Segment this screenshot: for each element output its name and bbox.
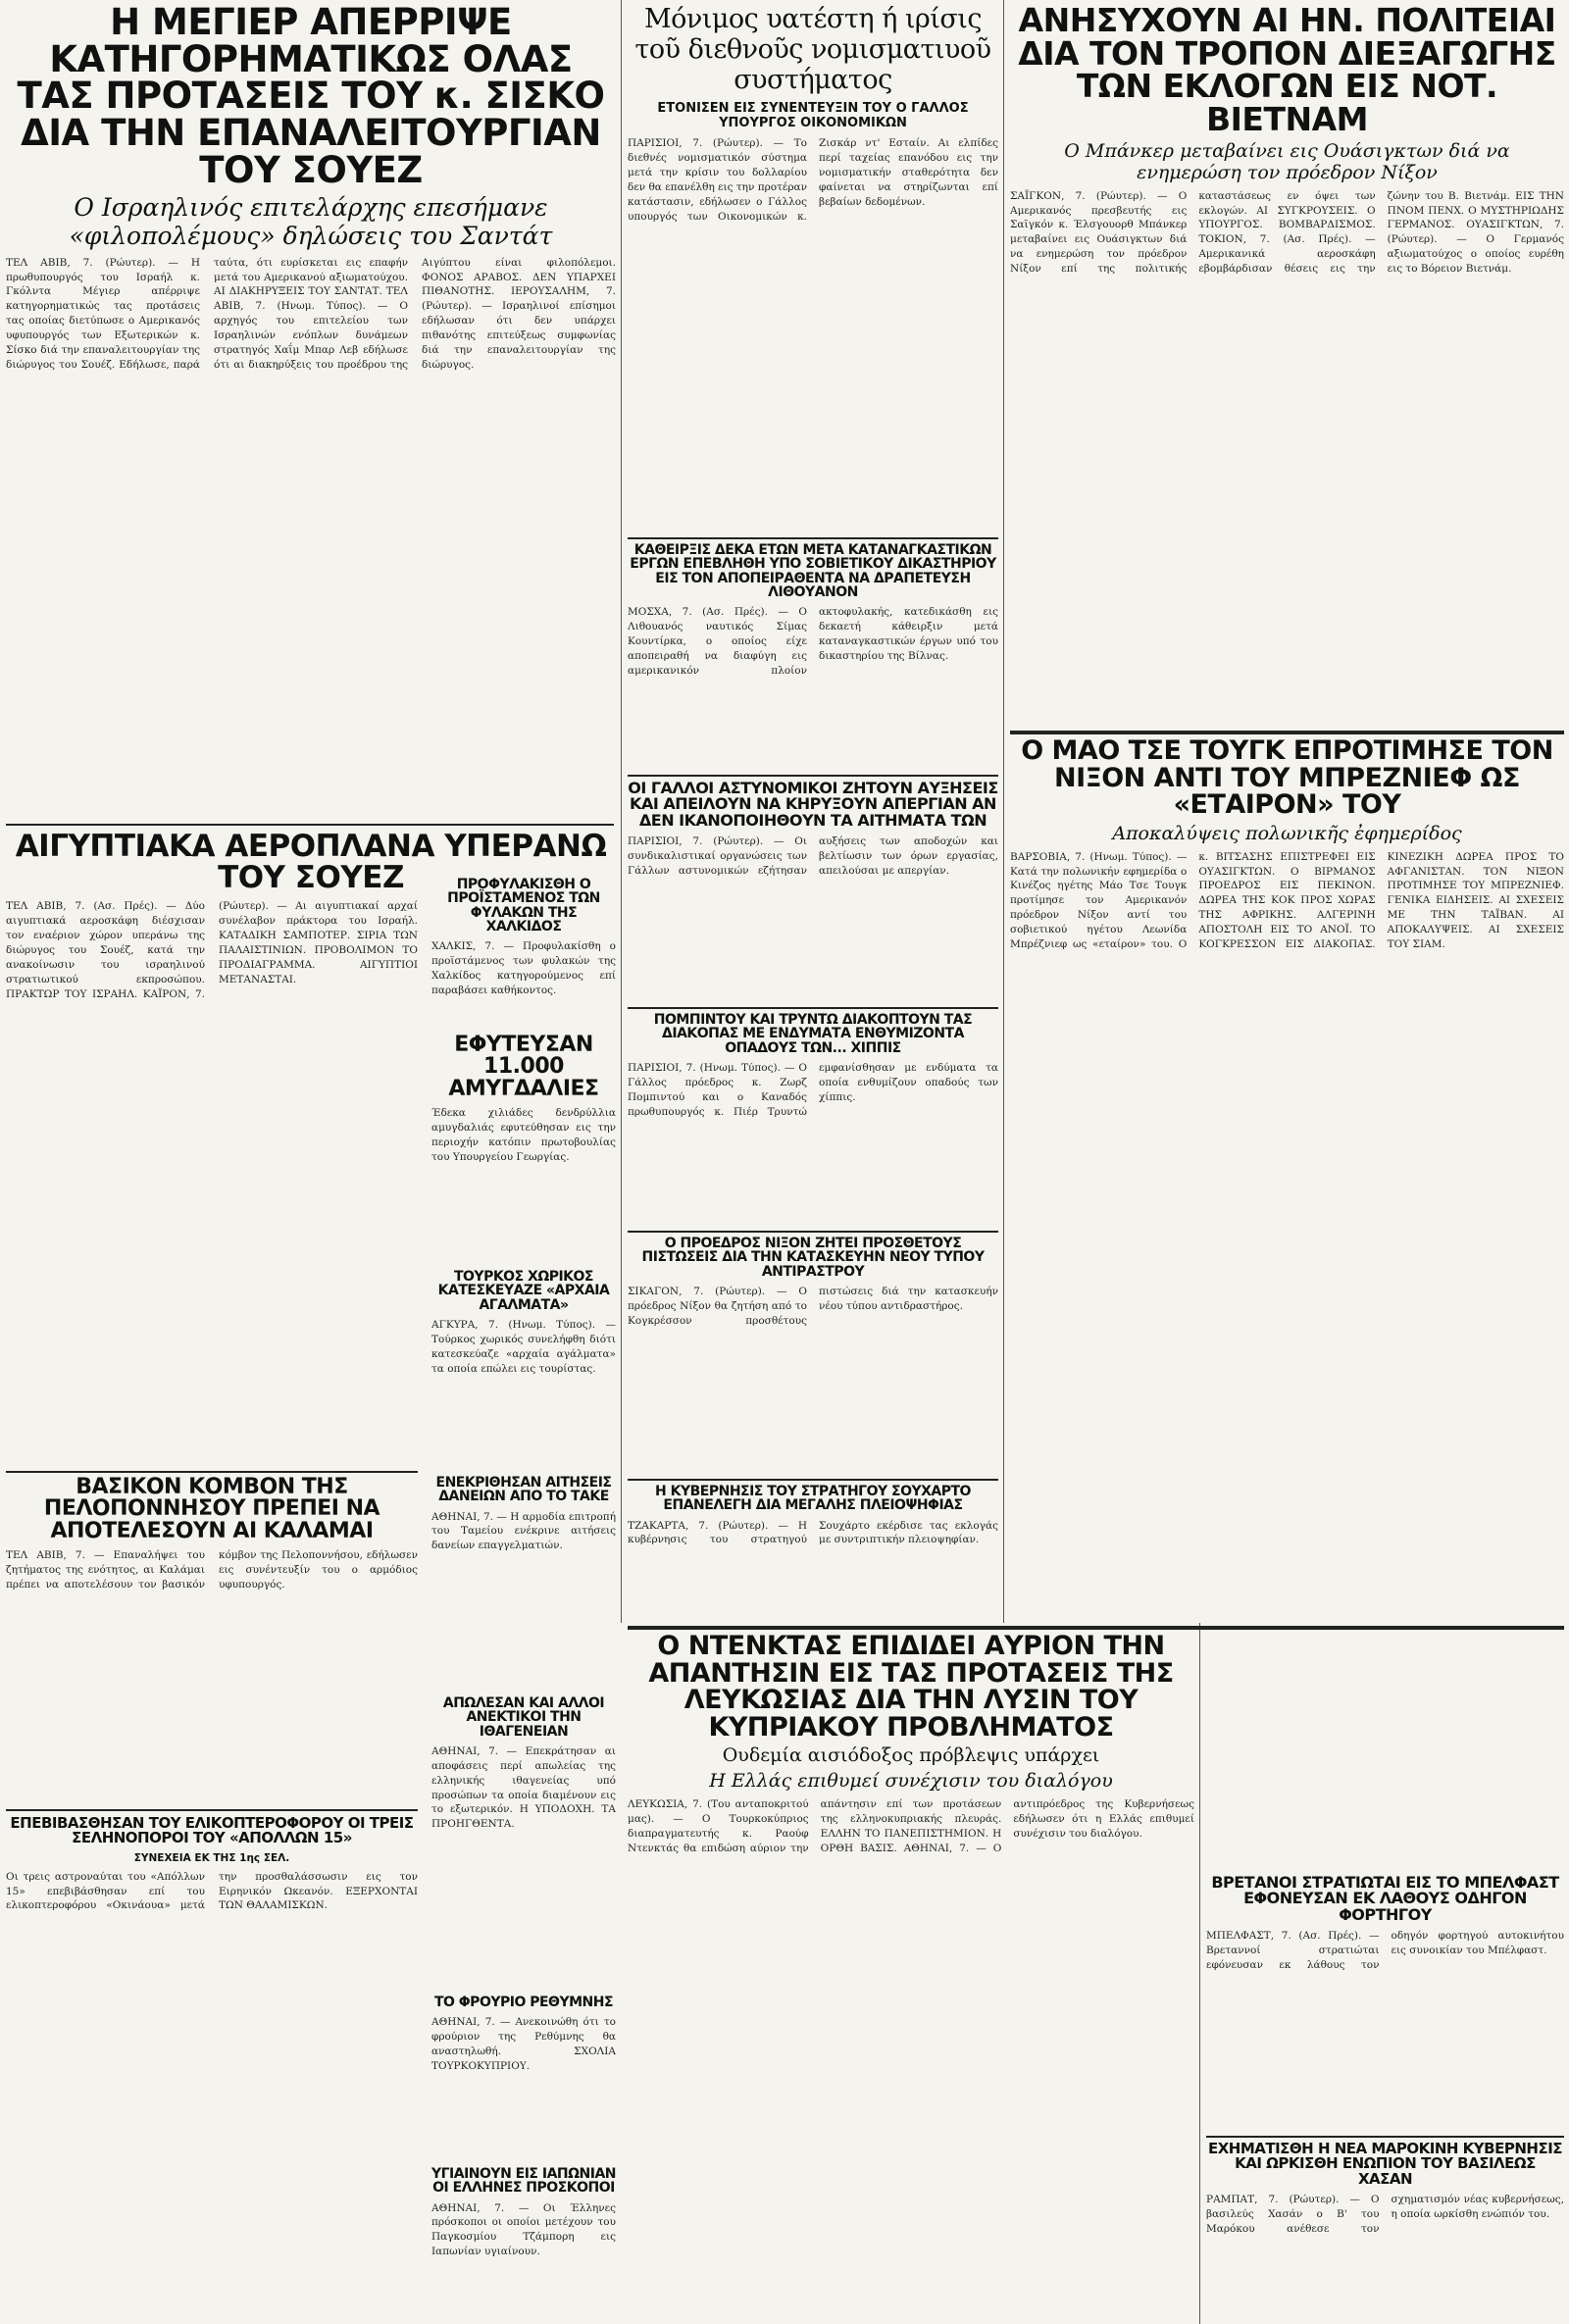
column-divider — [621, 0, 622, 1623]
section-divider — [628, 537, 998, 539]
article-cyprus-denktash — [628, 1633, 1194, 2319]
article-body: ΤΕΛ ΑΒΙΒ, 7. (Ασ. Πρές). — Δύο αιγυπτιακά αεροσκάφη διέσχισαν τον εναέριον χώρον υπεράνω της διώρυγος του Σουέζ, κατά την ανακοίνωσιν του ισραηλινού στρατιωτικού εκπροσώπου. ΠΡΑΚΤΩΡ ΤΟΥ ΙΣΡΑΗΛ. ΚΑΪΡΟΝ, 7. (Ρώυτερ). — Αι αιγυπτιακαί αρχαί συνέλαβον πράκτορα του Ισραήλ. ΚΑΤΑΔΙΚΗ ΣΑΜΠΟΤΕΡ. ΣΙΡΙΑ ΤΩΝ ΠΑΛΑΙΣΤΙΝΙΩΝ. ΠΡΟΒΟΛΙΜΟΝ ΤΟ ΠΡΟΔΙΑΓΡΑΜΜΑ. ΑΙΓΥΠΤΙΟΙ ΜΕΤΑΝΑΣΤΑΙ. — [6, 900, 418, 1000]
article-body: ΠΑΡΙΣΙΟΙ, 7. (Ρώυτερ). — Οι συνδικαλιστικαί οργανώσεις των Γάλλων αστυνομικών εζήτησαν αυξήσεις των αποδοχών και βελτίωσιν των όρων εργασίας, απειλούσαι με απεργίαν. — [628, 834, 998, 877]
article-body: ΑΓΚΥΡΑ, 7. (Ηνωμ. Τύπος). — Τούρκος χωρικός συνελήφθη διότι κατεσκεύαζε «αρχαία αγάλματα» τα οποία επώλει εις τουρίστας. — [431, 1318, 616, 1375]
article-scouts-japan — [431, 2167, 616, 2319]
section-divider — [628, 1231, 998, 1233]
article-apollo-15 — [6, 1816, 418, 2318]
article-turkish-villager — [431, 1270, 616, 1466]
article-nixon-reactor — [628, 1237, 998, 1472]
article-body: ΠΑΡΙΣΙΟΙ, 7. (Ηνωμ. Τύπος). — Ο Γάλλος πρόεδρος κ. Ζωρζ Πομπιντού και ο Καναδός πρωθυπουργός κ. Πιέρ Τρυντώ εμφανίσθησαν με ενδύματα τα οποία ενθυμίζουν οπαδούς των χίππις. — [628, 1061, 998, 1118]
headline: ΠΟΜΠΙΝΤΟΥ ΚΑΙ ΤΡΥΝΤΩ ΔΙΑΚΟΠΤΟΥΝ ΤΑΣ ΔΙΑΚΟΠΑΣ ΜΕ ΕΝΔΥΜΑΤΑ ΕΝΘΥΜΙΖΟΝΤΑ ΟΠΑΔΟΥΣ ΤΩΝ... ΧΙΠΠΙΣ — [653, 1013, 973, 1056]
continuation-label: ΣΥΝΕΧΕΙΑ ΕΚ ΤΗΣ 1ης ΣΕΛ. — [133, 1851, 290, 1864]
article-body: ΒΑΡΣΟΒΙΑ, 7. (Ηνωμ. Τύπος). — Κατά την πολωνικήν εφημερίδα ο Κινέζος ηγέτης Μάο Τσε Τουγκ προτίμησε τον Αμερικανόν πρόεδρον Νίξον αντί του σοβιετικού ηγέτου Λεωνίδα Μπρέζνιεφ ως «εταίρον» του. Ο κ. ΒΙΤΣΑΣΗΣ ΕΠΙΣΤΡΕΦΕΙ ΕΙΣ ΟΥΑΣΙΓΚΤΩΝ. Ο ΒΙΡΜΑΝΟΣ ΠΡΟΕΔΡΟΣ ΕΙΣ ΠΕΚΙΝΟΝ. ΔΩΡΕΑ ΤΗΣ ΚΟΚ ΠΡΟΣ ΧΩΡΑΣ ΤΗΣ ΑΦΡΙΚΗΣ. ΑΛΓΕΡΙΝΗ ΑΠΟΣΤΟΛΗ ΕΙΣ ΤΟ ΑΝΟΪ. ΤΟ ΚΟΓΚΡΕΣΣΟΝ ΕΙΣ ΔΙΑΚΟΠΑΣ. ΚΙΝΕΖΙΚΗ ΔΩΡΕΑ ΠΡΟΣ ΤΟ ΑΦΓΑΝΙΣΤΑΝ. ΤΟΝ ΝΙΞΟΝ ΠΡΟΤΙΜΗΣΕ ΤΟΥ ΜΠΡΕΖΝΙΕΦ. ΓΕΝΙΚΑ ΕΙΔΗΣΕΙΣ. ΑΙ ΣΧΕΣΕΙΣ ΜΕ ΤΗΝ ΤΑΪΒΑΝ. ΑΙ ΑΠΟΚΑΛΥΨΕΙΣ. ΑΙ ΣΧΕΣΕΙΣ ΤΟΥ ΣΙΑΜ. — [1010, 850, 1564, 951]
article-body: ΜΠΕΛΦΑΣΤ, 7. (Ασ. Πρές). — Βρεταννοί στρατιώται εφόνευσαν εκ λάθους τον οδηγόν φορτηγού αυτοκινήτου εις συνοικίαν του Μπέλφαστ. — [1206, 1929, 1564, 1971]
headline: Ο ΝΤΕΝΚΤΑΣ ΕΠΙΔΙΔΕΙ ΑΥΡΙΟΝ ΤΗΝ ΑΠΑΝΤΗΣΙΝ ΕΙΣ ΤΑΣ ΠΡΟΤΑΣΕΙΣ ΤΗΣ ΛΕΥΚΩΣΙΑΣ ΔΙΑ ΤΗΝ ΛΥΣΙΝ ΤΟΥ ΚΥΠΡΙΑΚΟΥ ΠΡΟΒΛΗΜΑΤΟΣ — [648, 1633, 1174, 1743]
headline: ΤΟ ΦΡΟΥΡΙΟ ΡΕΘΥΜΝΗΣ — [433, 1996, 614, 2010]
article-body: ΜΟΣΧΑ, 7. (Ασ. Πρές). — Ο Λιθουανός ναυτικός Σίμας Κουντίρκα, ο οποίος είχε αποπειραθή να διαφύγη εις αμερικανικόν πλοίον ακτοφυλακής, κατεδικάσθη εις δεκαετή κάθειρξιν μετά καταναγκαστικών έργων υπό του δικαστηρίου της Βίλνας. — [628, 606, 998, 677]
section-divider — [628, 1479, 998, 1481]
headline: Η ΜΕΓΙΕΡ ΑΠΕΡΡΙΨΕ ΚΑΤΗΓΟΡΗΜΑΤΙΚΩΣ ΟΛΑΣ ΤΑΣ ΠΡΟΤΑΣΕΙΣ ΤΟΥ κ. ΣΙΣΚΟ ΔΙΑ ΤΗΝ ΕΠΑΝΑΛΕΙΤΟΥΡΓΙΑΝ ΤΟΥ ΣΟΥΕΖ — [17, 4, 605, 191]
article-body: Έδεκα χιλιάδες δενδρύλλια αμυγδαλιάς εφυτεύθησαν εις την περιοχήν κατόπιν πρωτοβουλίας του Υπουργείου Γεωργίας. — [431, 1107, 616, 1164]
section-divider — [6, 1471, 418, 1473]
headline: ΑΝΗΣΥΧΟΥΝ ΑΙ ΗΝ. ΠΟΛΙΤΕΙΑΙ ΔΙΑ ΤΟΝ ΤΡΟΠΟΝ ΔΙΕΞΑΓΩΓΗΣ ΤΩΝ ΕΚΛΟΓΩΝ ΕΙΣ ΝΟΤ. ΒΙΕΤΝΑΜ — [1018, 4, 1556, 138]
article-mayer-suez — [6, 4, 616, 818]
article-suharto-election — [628, 1485, 998, 1620]
article-rethymno-fortress — [431, 1996, 616, 2162]
deck: Αποκαλύψεις πολωνικῆς ἐφημερίδος — [1112, 822, 1462, 844]
article-body: ΑΘΗΝΑΙ, 7. — Οι Έλληνες πρόσκοποι οι οποίοι μετέχουν του Παγκοσμίου Τζάμπορη εις Ιαπωνίαν υγιαίνουν. — [431, 2201, 616, 2258]
article-body: ΑΘΗΝΑΙ, 7. — Ανεκοινώθη ότι το φρούριον της Ρεθύμνης θα αναστηλωθή. ΣΧΟΛΙΑ ΤΟΥΡΚΟΚΥΠΡΙΟΥ. — [431, 2016, 616, 2072]
headline: ΑΙΓΥΠΤΙΑΚΑ ΑΕΡΟΠΛΑΝΑ ΥΠΕΡΑΝΩ ΤΟΥ ΣΟΥΕΖ — [15, 832, 607, 895]
article-body: ΑΘΗΝΑΙ, 7. — Επεκράτησαν αι αποφάσεις περί απωλείας της ελληνικής ιθαγενείας υπό προσώπων τα οποία διαμένουν εις το εξωτερικόν. Η ΥΠΟΔΟΧΗ. ΤΑ ΠΡΟΗΓΘΕΝΤΑ. — [431, 1744, 616, 1831]
article-mao-nixon — [1010, 737, 1564, 1620]
headline: ΟΙ ΓΑΛΛΟΙ ΑΣΤΥΝΟΜΙΚΟΙ ΖΗΤΟΥΝ ΑΥΞΗΣΕΙΣ ΚΑΙ ΑΠΕΙΛΟΥΝ ΝΑ ΚΗΡΥΞΟΥΝ ΑΠΕΡΓΙΑΝ ΑΝ ΔΕΝ ΙΚΑΝΟΠΟΙΗΘΟΥΝ ΤΑ ΑΙΤΗΜΑΤΑ ΤΩΝ — [628, 781, 998, 830]
section-divider — [1010, 731, 1564, 734]
article-vietnam-elections — [1010, 4, 1564, 710]
headline: Ο ΠΡΟΕΔΡΟΣ ΝΙΞΟΝ ΖΗΤΕΙ ΠΡΟΣΘΕΤΟΥΣ ΠΙΣΤΩΣΕΙΣ ΔΙΑ ΤΗΝ ΚΑΤΑΣΚΕΥΗΝ ΝΕΟΥ ΤΥΠΟΥ ΑΝΤΙΡΑΣΤΡΟΥ — [641, 1237, 985, 1280]
section-divider — [628, 1007, 998, 1009]
article-french-police — [628, 781, 998, 1001]
subheadline: ΕΤΟΝΙΣΕΝ ΕΙΣ ΣΥΝΕΝΤΕΥΞΙΝ ΤΟΥ Ο ΓΑΛΛΟΣ ΥΠΟΥΡΓΟΣ ΟΙΚΟΝΟΜΙΚΩΝ — [657, 101, 969, 131]
section-divider — [6, 1809, 418, 1811]
article-morocco-government — [1206, 2142, 1564, 2320]
headline: ΕΧΗΜΑΤΙΣΘΗ Η ΝΕΑ ΜΑΡΟΚΙΝΗ ΚΥΒΕΡΝΗΣΙΣ ΚΑΙ ΩΡΚΙΣΘΗ ΕΝΩΠΙΟΝ ΤΟΥ ΒΑΣΙΛΕΩΣ ΧΑΣΑΝ — [1207, 2142, 1563, 2188]
article-take-loans — [431, 1476, 616, 1692]
section-divider — [6, 824, 614, 826]
article-body: ΤΕΛ ΑΒΙΒ, 7. — Επαναλήψει του ζητήματος της ενότητος, αι Καλάμαι πρέπει να αποτελέσουν τον βασικόν κόμβον της Πελοποννήσου, εδήλωσεν εις συνέντευξίν του ο αρμόδιος υφυπουργός. — [6, 1549, 418, 1591]
headline: ΥΓΙΑΙΝΟΥΝ ΕΙΣ ΙΑΠΩΝΙΑΝ ΟΙ ΕΛΛΗΝΕΣ ΠΡΟΣΚΟΠΟΙ — [431, 2167, 616, 2197]
article-body: ΠΑΡΙΣΙΟΙ, 7. (Ρώυτερ). — Το διεθνές νομισματικόν σύστημα μετά την κρίσιν του δολλαρίου δεν θα επανέλθη εις την προτέραν κατάστασιν, εδήλωσεν ο Γάλλος υπουργός των Οικονομικών κ. Ζισκάρ ντ' Εσταίν. Αι ελπίδες περί ταχείας επανόδου εις την νομισματικήν σταθερότητα δεν φαίνεται να στηρίζωνται επί βεβαίων δεδομένων. — [628, 137, 998, 223]
headline: ΕΦΥΤΕΥΣΑΝ 11.000 ΑΜΥΓΔΑΛΙΕΣ — [448, 1035, 599, 1101]
article-body: ΡΑΜΠΑΤ, 7. (Ρώυτερ). — Ο βασιλεύς Χασάν ο Β' του Μαρόκου ανέθεσε τον σχηματισμόν νέας κυβερνήσεως, η οποία ωρκίσθη ενώπιόν του. — [1206, 2193, 1564, 2235]
section-divider — [1206, 2136, 1564, 2138]
article-body: ΤΕΛ ΑΒΙΒ, 7. (Ρώυτερ). — Η πρωθυπουργός του Ισραήλ κ. Γκόλντα Μέγιερ απέρριψε κατηγορηματικώς τας προτάσεις τας οποίας διετύπωσε ο Αμερικανός υφυπουργός των Εξωτερικών κ. Σίσκο διά την επαναλειτουργίαν της διώρυγος του Σουέζ. Εδήλωσε, παρά ταύτα, ότι ευρίσκεται εις επαφήν μετά του Αμερικανού αξιωματούχου. ΑΙ ΔΙΑΚΗΡΥΞΕΙΣ ΤΟΥ ΣΑΝΤΑΤ. ΤΕΛ ΑΒΙΒ, 7. (Ηνωμ. Τύπος). — Ο αρχηγός του επιτελείου των Ισραηλινών ενόπλων δυνάμεων στρατηγός Χαΐμ Μπαρ Λεβ εδήλωσε ότι αι διακηρύξεις του προέδρου της Αιγύπτου είναι φιλοπόλεμοι. ΦΟΝΟΣ ΑΡΑΒΟΣ. ΔΕΝ ΥΠΑΡΧΕΙ ΠΙΘΑΝΟΤΗΣ. ΙΕΡΟΥΣΑΛΗΜ, 7. (Ρώυτερ). — Ισραηλινοί επίσημοι εδήλωσαν ότι δεν υπάρχει πιθανότης επιτεύξεως συμφωνίας διά την επαναλειτουργίαν της διώρυγος. — [6, 256, 616, 372]
headline: ΕΠΕΒΙΒΑΣΘΗΣΑΝ ΤΟΥ ΕΛΙΚΟΠΤΕΡΟΦΟΡΟΥ ΟΙ ΤΡΕΙΣ ΣΕΛΗΝΟΠΟΡΟΙ ΤΟΥ «ΑΠΟΛΛΩΝ 15» — [10, 1816, 414, 1847]
article-body: ΛΕΥΚΩΣΙΑ, 7. (Του ανταποκριτού μας). — Ο Τουρκοκύπριος διαπραγματευτής κ. Ραούφ Ντενκτάς θα επιδώση αύριον την απάντησιν επί των προτάσεων της ελληνοκυπριακής πλευράς. ΕΛΛΗΝ ΤΟ ΠΑΝΕΠΙΣΤΗΜΙΟΝ. Η ΟΡΘΗ ΒΑΣΙΣ. ΑΘΗΝΑΙ, 7. — Ο αντιπρόεδρος της Κυβερνήσεως εδήλωσεν ότι η Ελλάς επιθυμεί συνέχισιν του διαλόγου. — [628, 1798, 1194, 1854]
article-monetary-crisis — [628, 4, 998, 533]
section-divider — [628, 775, 998, 777]
article-almond-trees — [431, 1035, 616, 1260]
article-halkida-prison — [431, 878, 616, 1025]
headline: ΒΑΣΙΚΟΝ ΚΟΜΒΟΝ ΤΗΣ ΠΕΛΟΠΟΝΝΗΣΟΥ ΠΡΕΠΕΙ ΝΑ ΑΠΟΤΕΛΕΣΟΥΝ ΑΙ ΚΑΛΑΜΑΙ — [43, 1477, 380, 1543]
article-pompidou-trudeau — [628, 1013, 998, 1224]
column-divider — [1199, 1623, 1200, 2324]
article-body: ΤΖΑΚΑΡΤΑ, 7. (Ρώυτερ). — Η κυβέρνησις του στρατηγού Σουχάρτο εκέρδισε τας εκλογάς με συντριπτικήν πλειοψηφίαν. — [628, 1519, 998, 1546]
article-body: ΧΑΛΚΙΣ, 7. — Προφυλακίσθη ο προϊστάμενος των φυλακών της Χαλκίδος κατηγορούμενος επί παραβάσει καθήκοντος. — [431, 940, 616, 996]
headline: Η ΚΥΒΕΡΝΗΣΙΣ ΤΟΥ ΣΤΡΑΤΗΓΟΥ ΣΟΥΧΑΡΤΟ ΕΠΑΝΕΛΕΓΗ ΔΙΑ ΜΕΓΑΛΗΣ ΠΛΕΙΟΨΗΦΙΑΣ — [655, 1485, 971, 1514]
article-citizenship — [431, 1696, 616, 1991]
section-divider — [628, 1626, 1564, 1630]
headline: Μόνιμος υατέστη ή ιρίσις τοῦ διεθνοῦς νομισματιυοῦ συστήματος — [634, 4, 991, 96]
column-divider — [1003, 0, 1004, 1623]
deck: Ουδεμία αισιόδοξος πρόβλεψις υπάρχει — [722, 1744, 1100, 1767]
deck: Ο Ισραηλινός επιτελάρχης επεσήμανε «φιλοπολέμους» δηλώσεις του Σαντάτ — [69, 192, 553, 250]
article-body: Οι τρεις αστροναύται του «Απόλλων 15» επεβιβάσθησαν επί του ελικοπτεροφόρου «Οκινάουα» μετά την προσθαλάσσωσιν εις τον Ειρηνικόν Ωκεανόν. ΕΞΕΡΧΟΝΤΑΙ ΤΩΝ ΘΑΛΑΜΙΣΚΩΝ. — [6, 1870, 418, 1912]
article-body: ΑΘΗΝΑΙ, 7. — Η αρμοδία επιτροπή του Ταμείου ενέκρινε αιτήσεις δανείων επαγγελματιών. — [431, 1510, 616, 1552]
headline: ΠΡΟΦΥΛΑΚΙΣΘΗ Ο ΠΡΟΪΣΤΑΜΕΝΟΣ ΤΩΝ ΦΥΛΑΚΩΝ ΤΗΣ ΧΑΛΚΙΔΟΣ — [447, 878, 600, 935]
headline: ΚΑΘΕΙΡΞΙΣ ΔΕΚΑ ΕΤΩΝ ΜΕΤΑ ΚΑΤΑΝΑΓΚΑΣΤΙΚΩΝ ΕΡΓΩΝ ΕΠΕΒΛΗΘΗ ΥΠΟ ΣΟΒΙΕΤΙΚΟΥ ΔΙΚΑΣΤΗΡΙΟΥ ΕΙΣ ΤΟΝ ΑΠΟΠΕΙΡΑΘΕΝΤΑ ΝΑ ΔΡΑΠΕΤΕΥΣΗ ΛΙΘΟΥΑΝΟΝ — [630, 543, 996, 600]
deck: Ο Μπάνκερ μεταβαίνει εις Ουάσιγκτων διά να ενημερώση τον πρόεδρον Νίξον — [1064, 139, 1510, 183]
deck: Η Ελλάς επιθυμεί συνέχισιν του διαλόγου — [709, 1770, 1113, 1793]
headline: ΒΡΕΤΑΝΟΙ ΣΤΡΑΤΙΩΤΑΙ ΕΙΣ ΤΟ ΜΠΕΛΦΑΣΤ ΕΦΟΝΕΥΣΑΝ ΕΚ ΛΑΘΟΥΣ ΟΔΗΓΟΝ ΦΟΡΤΗΓΟΥ — [1211, 1875, 1559, 1924]
headline: Ο ΜΑΟ ΤΣΕ ΤΟΥΓΚ ΕΠΡΟΤΙΜΗΣΕ ΤΟΝ ΝΙΞΟΝ ΑΝΤΙ ΤΟΥ ΜΠΡΕΖΝΙΕΦ ΩΣ «ΕΤΑΙΡΟΝ» ΤΟΥ — [1021, 737, 1553, 821]
article-belfast-soldiers — [1206, 1875, 1564, 2130]
article-kalamata-hub — [6, 1477, 418, 1800]
article-body: ΣΑΪΓΚΟΝ, 7. (Ρώυτερ). — Ο Αμερικανός πρεσβευτής εις Σαϊγκόν κ. Έλσγουορθ Μπάνκερ μεταβαίνει εις Ουάσιγκτων διά να ενημερώση τον πρόεδρον Νίξον επί της πολιτικής καταστάσεως εν όψει των εκλογών. ΑΙ ΣΥΓΚΡΟΥΣΕΙΣ. Ο ΥΠΟΥΡΓΟΣ. ΒΟΜΒΑΡΔΙΣΜΟΣ. ΤΟΚΙΟΝ, 7. (Ασ. Πρές). — Αμερικανικά αεροσκάφη εβομβάρδισαν θέσεις εις την ζώνην του Β. Βιετνάμ. ΕΙΣ ΤΗΝ ΠΝΟΜ ΠΕΝΧ. Ο ΜΥΣΤΗΡΙΩΔΗΣ ΓΕΡΜΑΝΟΣ. ΟΥΑΣΙΓΚΤΩΝ, 7. (Ρώυτερ). — Ο Γερμανός αξιωματούχος ο οποίος ευρέθη εις το Βόρειον Βιετνάμ. — [1010, 189, 1564, 276]
article-lithuanian-sentence — [628, 543, 998, 769]
headline: ΤΟΥΡΚΟΣ ΧΩΡΙΚΟΣ ΚΑΤΕΣΚΕΥΑΖΕ «ΑΡΧΑΙΑ ΑΓΑΛΜΑΤΑ» — [437, 1270, 610, 1313]
headline: ΕΝΕΚΡΙΘΗΣΑΝ ΑΙΤΗΣΕΙΣ ΔΑΝΕΙΩΝ ΑΠΟ ΤΟ ΤΑΚΕ — [435, 1476, 612, 1505]
article-body: ΣΙΚΑΓΟΝ, 7. (Ρώυτερ). — Ο πρόεδρος Νίξον θα ζητήση από το Κογκρέσσον προσθέτους πιστώσεις διά την κατασκευήν νέου τύπου αντιδραστήρος. — [628, 1285, 998, 1327]
headline: ΑΠΩΛΕΣΑΝ ΚΑΙ ΑΛΛΟΙ ΑΝΕΚΤΙΚΟΙ ΤΗΝ ΙΘΑΓΕΝΕΙΑΝ — [442, 1696, 605, 1740]
